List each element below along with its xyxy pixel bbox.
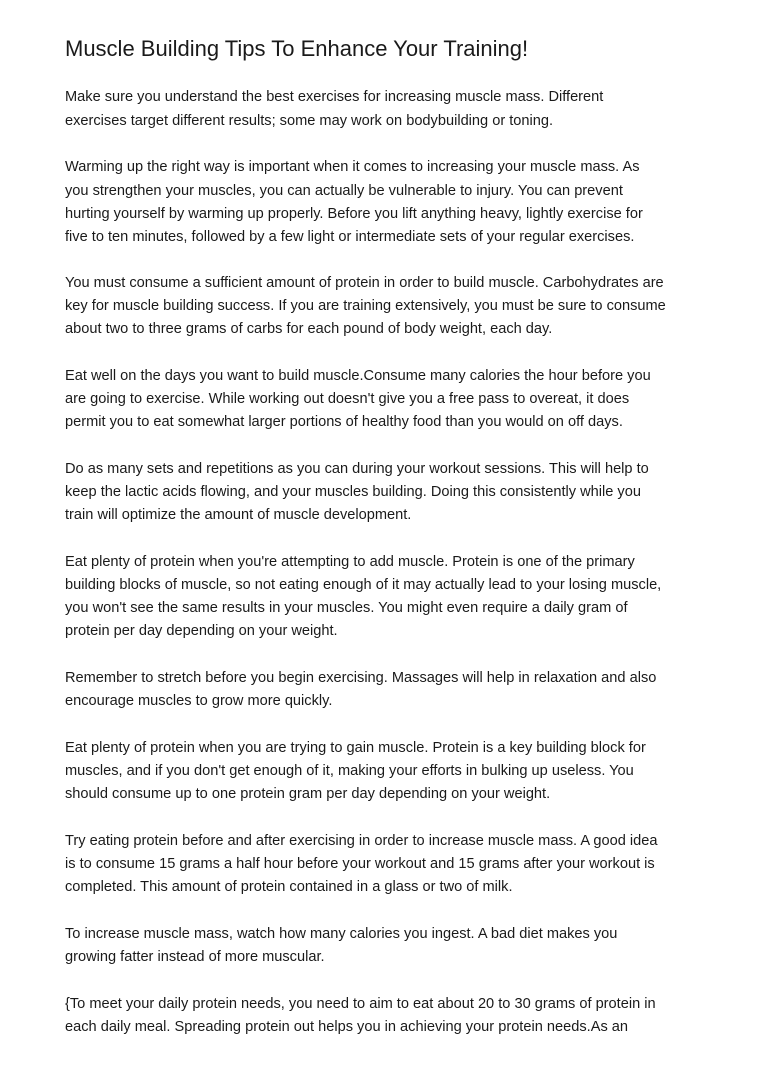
text-line: Make sure you understand the best exercises for increasing muscle mass. Different: [65, 89, 604, 105]
text-line: should consume up to one protein gram per day depending on your weight.: [65, 786, 551, 802]
page-title: Muscle Building Tips To Enhance Your Training!: [65, 36, 529, 61]
text-line: completed. This amount of protein contained in a glass or two of milk.: [65, 879, 513, 895]
text-line: {To meet your daily protein needs, you need to aim to eat about 20 to 30 grams of protein in: [65, 996, 656, 1012]
text-line: Eat plenty of protein when you are trying to gain muscle. Protein is a key building block for: [65, 740, 646, 756]
text-line: exercises target different results; some may work on bodybuilding or toning.: [65, 113, 554, 129]
text-line: is to consume 15 grams a half hour before your workout and 15 grams after your workout is: [65, 856, 655, 872]
text-line: keep the lactic acids flowing, and your muscles building. Doing this consistently while you: [65, 484, 641, 500]
text-line: you won't see the same results in your muscles. You might even require a daily gram of: [65, 600, 628, 616]
text-line: each daily meal. Spreading protein out helps you in achieving your protein needs.As an: [65, 1019, 629, 1035]
text-line: train will optimize the amount of muscle development.: [65, 507, 412, 523]
text-line: growing fatter instead of more muscular.: [65, 949, 325, 965]
text-line: Try eating protein before and after exercising in order to increase muscle mass. A good idea: [65, 833, 658, 849]
text-line: key for muscle building success. If you are training extensively, you must be sure to consume: [65, 298, 666, 314]
text-line: hurting yourself by warming up properly. Before you lift anything heavy, lightly exercise for: [65, 206, 643, 222]
text-line: are going to exercise. While working out doesn't give you a free pass to overeat, it does: [65, 391, 630, 407]
text-line: five to ten minutes, followed by a few light or intermediate sets of your regular exercises.: [65, 229, 635, 245]
text-line: Eat plenty of protein when you're attempting to add muscle. Protein is one of the primary: [65, 554, 635, 570]
text-line: permit you to eat somewhat larger portions of healthy food than you would on off days.: [65, 414, 623, 430]
text-line: protein per day depending on your weight.: [65, 623, 338, 639]
text-line: Do as many sets and repetitions as you can during your workout sessions. This will help to: [65, 461, 649, 477]
text-line: You must consume a sufficient amount of protein in order to build muscle. Carbohydrates are: [65, 275, 664, 291]
text-line: building blocks of muscle, so not eating enough of it may actually lead to your losing muscle,: [65, 577, 662, 593]
text-line: muscles, and if you don't get enough of it, making your efforts in bulking up useless. You: [65, 763, 634, 779]
text-line: To increase muscle mass, watch how many calories you ingest. A bad diet makes you: [65, 926, 618, 942]
text-line: about two to three grams of carbs for each pound of body weight, each day.: [65, 321, 553, 337]
text-line: you strengthen your muscles, you can actually be vulnerable to injury. You can prevent: [65, 183, 623, 199]
text-line: encourage muscles to grow more quickly.: [65, 693, 333, 709]
text-line: Eat well on the days you want to build muscle.Consume many calories the hour before you: [65, 368, 651, 384]
text-line: Warming up the right way is important when it comes to increasing your muscle mass. As: [65, 159, 640, 175]
text-line: Remember to stretch before you begin exercising. Massages will help in relaxation and also: [65, 670, 657, 686]
